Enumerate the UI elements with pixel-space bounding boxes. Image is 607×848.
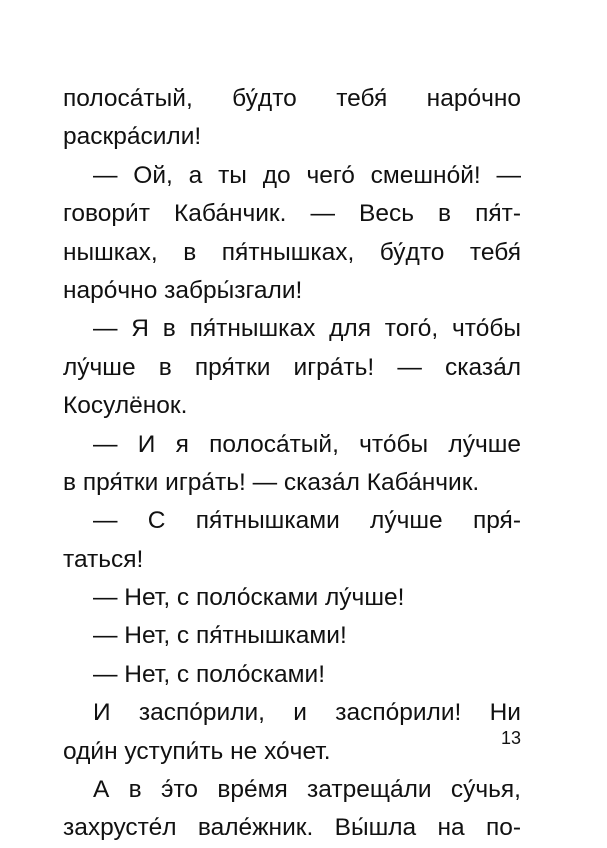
text-line: — Нет, с поло́сками лу́чше! <box>93 584 405 612</box>
text-line: — Я в пя́тнышках для того́, что́бы <box>93 315 521 343</box>
text-line: — Ой, а ты до чего́ смешно́й! — <box>93 161 521 189</box>
page-number: 13 <box>500 728 521 748</box>
text-line: наро́чно забры́згали! <box>63 276 303 304</box>
text-line: Косулёнок. <box>63 392 188 420</box>
text-line: — Нет, с пя́тнышками! <box>93 622 347 650</box>
text-line: раскра́сили! <box>63 123 202 151</box>
text-line: в пря́тки игра́ть! — сказа́л Каба́нчик. <box>63 468 480 496</box>
text-line: говори́т Каба́нчик. — Весь в пя́т- <box>63 200 521 228</box>
text-line: таться! <box>63 545 144 573</box>
text-line: оди́н уступи́ть не хо́чет. <box>63 737 331 765</box>
text-line: нышках, в пя́тнышках, бу́дто тебя́ <box>63 238 521 266</box>
text-line: — И я полоса́тый, что́бы лу́чше <box>93 430 521 458</box>
text-line: полоса́тый, бу́дто тебя́ наро́чно <box>63 85 521 112</box>
text-line: А в э́то вре́мя затреща́ли су́чья, <box>93 776 521 804</box>
text-line: лу́чше в пря́тки игра́ть! — сказа́л <box>63 353 521 381</box>
book-page-text <box>63 80 521 848</box>
text-line: — С пя́тнышками лу́чше пря́- <box>93 507 521 535</box>
text-line: И заспо́рили, и заспо́рили! Ни <box>93 699 521 727</box>
text-line: захрусте́л вале́жник. Вы́шла на по- <box>63 814 521 842</box>
text-line: — Нет, с поло́сками! <box>93 660 326 688</box>
